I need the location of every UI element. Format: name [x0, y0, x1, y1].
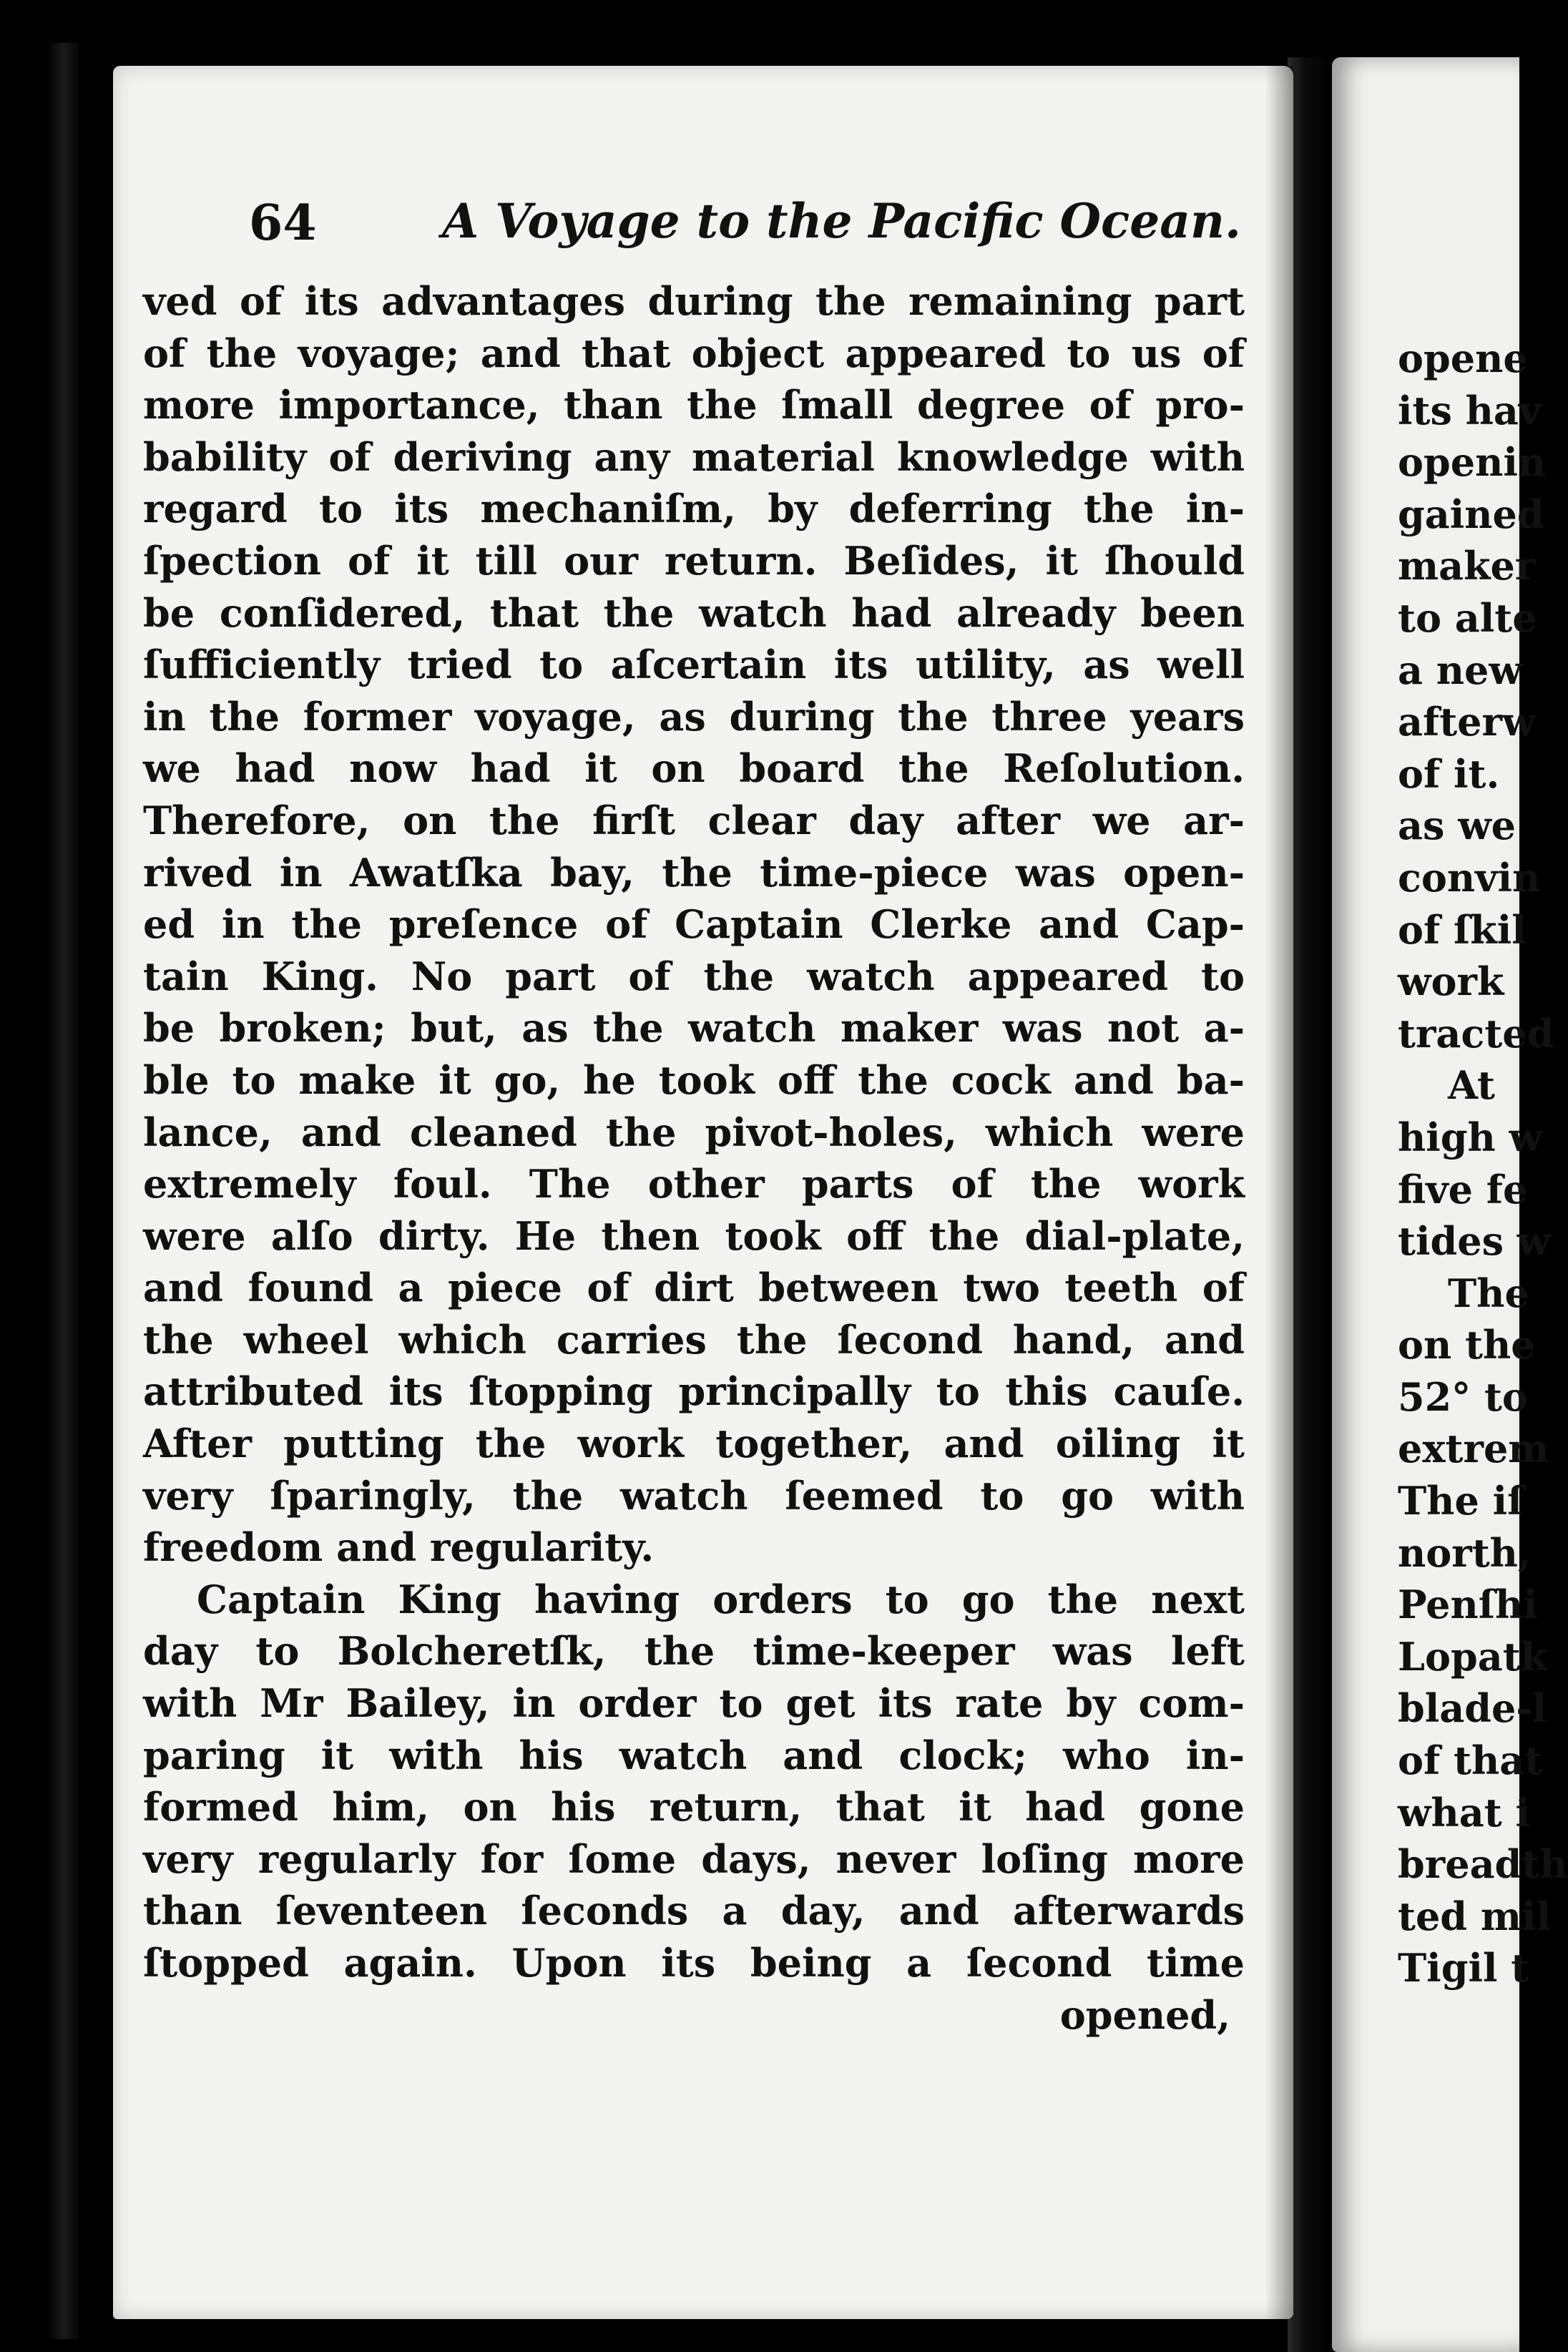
text-line: formed him, on his return, that it had gone: [143, 1784, 1245, 1831]
page-edge-left: [50, 43, 79, 2339]
adjacent-text-line: breadth: [1398, 1841, 1568, 1888]
text-line: rived in Awatſka bay, the time-piece was open-: [143, 849, 1245, 896]
adjacent-text-line: to alte: [1398, 594, 1537, 641]
text-line: ed in the preſence of Captain Clerke and Cap-: [143, 901, 1245, 948]
text-line: ved of its advantages during the remaining part: [143, 278, 1245, 324]
adjacent-text-line: high w: [1398, 1114, 1543, 1160]
adjacent-text-line: Penſhi: [1398, 1582, 1538, 1628]
text-line: the wheel which carries the ſecond hand, and: [143, 1316, 1245, 1363]
adjacent-text-line: of ſkil: [1398, 906, 1527, 953]
text-line: were alſo dirty. He then took off the dial-plate,: [143, 1212, 1245, 1259]
text-line: regard to its mechaniſm, by deferring the in-: [143, 486, 1245, 532]
text-line: more importance, than the ſmall degree of pro-: [143, 382, 1245, 428]
text-line: very regularly for ſome days, never loſing more: [143, 1836, 1245, 1882]
adjacent-text-line: tracted: [1398, 1010, 1554, 1057]
adjacent-text-line: its hav: [1398, 387, 1542, 433]
text-line: be conſidered, that the watch had already been: [143, 589, 1245, 636]
text-line: with Mr Bailey, in order to get its rate by com-: [143, 1680, 1245, 1727]
text-line: After putting the work together, and oiling it: [143, 1421, 1245, 1467]
text-line: opened,: [1059, 1991, 1230, 2038]
adjacent-text-line: north,: [1398, 1529, 1532, 1576]
adjacent-text-line: afterw: [1398, 699, 1536, 745]
adjacent-text-line: work: [1398, 959, 1504, 1005]
adjacent-text-line: ted mil: [1398, 1893, 1552, 1939]
text-line: day to Bolcheretſk, the time-keeper was left: [143, 1628, 1245, 1675]
adjacent-text-line: 52° to: [1398, 1373, 1528, 1420]
adjacent-text-line: openin: [1398, 439, 1547, 486]
text-line: extremely foul. The other parts of the work: [143, 1161, 1245, 1207]
adjacent-text-line: The iſ: [1398, 1478, 1524, 1524]
adjacent-text-line: The: [1448, 1270, 1529, 1316]
text-line: in the former voyage, as during the three years: [143, 693, 1245, 740]
adjacent-text-line: tides w: [1398, 1218, 1551, 1265]
adjacent-text-line: extrem: [1398, 1426, 1549, 1472]
text-line: ſtopped again. Upon its being a ſecond time: [143, 1940, 1245, 1986]
text-line: lance, and cleaned the pivot-holes, which were: [143, 1109, 1245, 1155]
text-line: than ſeventeen ſeconds a day, and afterwards: [143, 1888, 1245, 1934]
text-line: of the voyage; and that object appeared to us of: [143, 330, 1245, 376]
text-line: Captain King having orders to go the next: [197, 1576, 1245, 1622]
text-line: ſufficiently tried to aſcertain its utility, as well: [143, 642, 1245, 688]
adjacent-text-line: of that: [1398, 1738, 1543, 1784]
text-line: paring it with his watch and clock; who in-: [143, 1732, 1245, 1778]
adjacent-text-line: maker: [1398, 543, 1536, 589]
adjacent-text-line: Tigil t: [1398, 1945, 1529, 1991]
text-line: Therefore, on the firſt clear day after we ar-: [143, 797, 1245, 843]
text-line: attributed its ſtopping principally to this cauſe.: [143, 1368, 1245, 1415]
text-line: ſpection of it till our return. Beſides, it ſhould: [143, 537, 1245, 584]
page-number: 64: [249, 195, 317, 252]
book-gutter: [1288, 57, 1331, 2352]
running-title: A Voyage to the Pacific Ocean.: [442, 193, 1241, 249]
text-line: we had now had it on board the Reſolution.: [143, 745, 1245, 792]
text-line: ble to make it go, he took off the cock and ba-: [143, 1057, 1245, 1103]
text-line: very ſparingly, the watch ſeemed to go with: [143, 1472, 1245, 1519]
adjacent-text-line: five fe: [1398, 1166, 1528, 1212]
adjacent-text-line: on the: [1398, 1322, 1536, 1368]
adjacent-text-line: blade-l: [1398, 1685, 1547, 1732]
text-line: and found a piece of dirt between two teeth of: [143, 1265, 1245, 1311]
adjacent-text-line: At: [1448, 1062, 1495, 1109]
body-text: [143, 275, 1245, 2041]
adjacent-page-text: [1398, 333, 1568, 1994]
adjacent-text-line: opene: [1398, 335, 1528, 381]
adjacent-page: [1332, 57, 1568, 2352]
running-head: [227, 187, 1241, 273]
adjacent-text-line: what i: [1398, 1789, 1530, 1836]
adjacent-text-line: a new: [1398, 647, 1522, 693]
adjacent-text-line: as we: [1398, 803, 1516, 849]
text-line: tain King. No part of the watch appeared to: [143, 953, 1245, 999]
adjacent-text-line: Lopatk: [1398, 1633, 1548, 1680]
adjacent-text-line: of it.: [1398, 750, 1500, 797]
adjacent-text-line: gained: [1398, 491, 1544, 537]
text-line: be broken; but, as the watch maker was not a-: [143, 1005, 1245, 1052]
adjacent-text-line: convin: [1398, 854, 1541, 901]
text-line: bability of deriving any material knowledge with: [143, 433, 1245, 480]
text-line: freedom and regularity.: [143, 1524, 655, 1571]
